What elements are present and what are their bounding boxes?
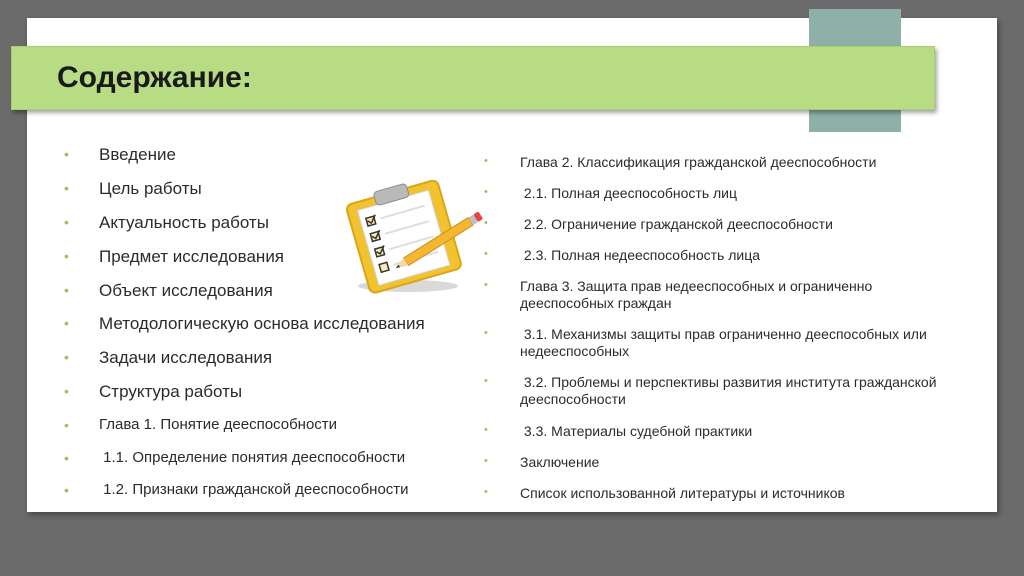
list-item: 3.1. Механизмы защиты прав ограниченно дееспособных или недееспособных — [520, 326, 931, 359]
list-item: Структура работы — [99, 382, 243, 401]
bullet: • — [484, 486, 488, 498]
bullet: • — [64, 349, 69, 365]
page-title: Содержание: — [57, 61, 252, 94]
bullet: • — [64, 383, 69, 399]
list-item: Задачи исследования — [99, 348, 273, 367]
clipboard-checklist-icon — [336, 180, 486, 295]
bullet: • — [64, 146, 69, 162]
bullet: • — [484, 279, 488, 291]
bullet: • — [64, 214, 69, 230]
title-bar — [11, 46, 935, 110]
bullet: • — [64, 248, 69, 264]
bullet: • — [64, 180, 69, 196]
list-item: 1.2. Признаки гражданской дееспособности — [99, 481, 409, 498]
bullet: • — [484, 424, 488, 436]
list-item: Заключение — [520, 454, 600, 470]
bullet: • — [484, 375, 488, 387]
list-item: Глава 3. Защита прав недееспособных и ограниченно дееспособных граждан — [520, 278, 873, 311]
list-item: Глава 2. Классификация гражданской дееспособности — [520, 154, 877, 170]
list-item: 3.2. Проблемы и перспективы развития института гражданской дееспособности — [520, 374, 941, 407]
bullet: • — [484, 155, 488, 167]
list-item: Введение — [99, 145, 176, 164]
list-item: 2.2. Ограничение гражданской дееспособности — [520, 216, 833, 232]
list-item: Список использованной литературы и источников — [520, 485, 845, 501]
list-item: Методологическую основа исследования — [99, 314, 425, 333]
bullet: • — [64, 482, 69, 498]
bullet: • — [484, 186, 488, 198]
list-item: Предмет исследования — [99, 247, 285, 266]
list-item: Объект исследования — [99, 281, 273, 300]
bullet: • — [64, 315, 69, 331]
bullet: • — [484, 327, 488, 339]
bullet: • — [484, 217, 488, 229]
bullet: • — [64, 417, 69, 433]
bullet: • — [64, 450, 69, 466]
list-item: 3.3. Материалы судебной практики — [520, 423, 753, 439]
bullet: • — [484, 455, 488, 467]
bullet: • — [484, 248, 488, 260]
list-item: 2.1. Полная дееспособность лиц — [520, 185, 738, 201]
list-item: Глава 1. Понятие дееспособности — [99, 416, 338, 433]
list-item: 2.3. Полная недееспособность лица — [520, 247, 761, 263]
bullet: • — [64, 282, 69, 298]
list-item: Актуальность работы — [99, 213, 269, 232]
list-item: 1.1. Определение понятия дееспособности — [99, 449, 406, 466]
list-item: Цель работы — [99, 179, 202, 198]
